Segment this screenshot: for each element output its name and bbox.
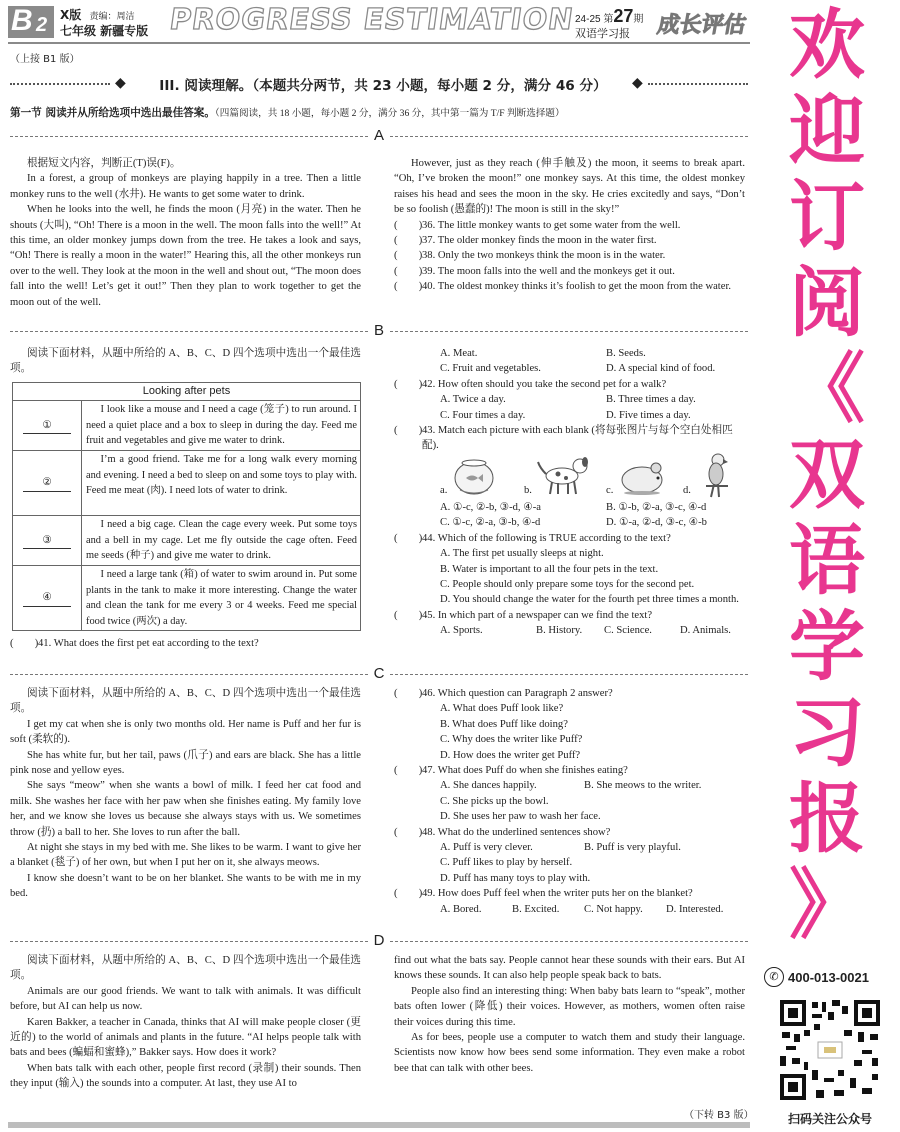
options-49 [394, 902, 745, 917]
option-a: A. Twice a day. [440, 394, 506, 406]
passage-b-right [394, 346, 745, 454]
options-41 [394, 361, 745, 376]
editor-label: 责编：周洁 [89, 12, 135, 22]
page-badge [8, 6, 54, 38]
section-label-a: A [369, 127, 389, 144]
option-b: B. History. [536, 625, 583, 637]
question-text: 45. In which part of a newspaper can we find the text? [422, 609, 653, 621]
answer-blank[interactable]: ( ) [394, 765, 423, 777]
question-text: 38. Only the two monkeys think the moon is in the water. [422, 250, 666, 262]
option-c: C. Why does the writer like Puff? [440, 734, 583, 746]
option-d: D. Puff has many toys to play with. [440, 872, 591, 884]
option-c: C. Not happy. [584, 903, 643, 915]
option-b: B. What does Puff like doing? [440, 718, 568, 730]
passage-c-para-3: She says “meow” when she wants a bowl of milk. I feed her cat food and milk. She washes her face with her paw when she finishes eating. My family love her, and we know she loves us because she always stays with us. We sometimes throw (扔) a ball to her. She loves to run after the ball. [10, 780, 361, 838]
table-row-2-num [13, 451, 82, 516]
question-36 [394, 218, 745, 233]
dog-icon [534, 452, 596, 496]
school-year: 24-25 [575, 14, 601, 25]
option-b: B. Three times a day. [606, 394, 696, 406]
slogan-char: 习 [789, 688, 865, 777]
grade-label: 七年级 新疆专版 [60, 24, 149, 38]
section-title: III. 阅读理解。（本题共分两节，共 23 小题，每小题 2 分，满分 46 分） [159, 78, 607, 94]
answer-blank[interactable]: ( ) [394, 281, 423, 293]
question-text: 48. What do the underlined sentences show? [422, 826, 611, 838]
pic-label-c: c. [606, 485, 614, 496]
question-40 [394, 279, 745, 294]
question-46 [394, 686, 745, 701]
option-c: C. People should only prepare some toys for the second pet. [440, 579, 695, 591]
issue-prefix: 第 [603, 14, 614, 25]
hamster-icon [618, 458, 668, 496]
passage-a-para-2: When he looks into the well, he finds the moon (月亮) in the water. Then he shouts (大叫), “Oh! There is a moon in the well. The moon falls into the well!” At this time, an older monkey jumps down from the tree. He takes a look and says, “Oh! There is really a moon in the water!” Hearing this, all the other monkeys run over to the well. They look at the moon in the well and shout out, “The moon does fall into the well! Let’s get it out!” Then they plan to work together to get the moon out of the well. [10, 204, 361, 308]
question-39 [394, 264, 745, 279]
passage-a-right [394, 156, 745, 295]
passage-d-para-4: find out what the bats say. People cannot hear these sounds with their ears. But AI knows these sounds. It can also help people speak back to bats. [394, 955, 745, 982]
slogan-char: 订 [789, 172, 865, 261]
table-row-1-num [13, 401, 82, 451]
option-c: C. ①-c, ②-a, ③-b, ④-d [440, 517, 541, 529]
question-text: 47. What does Puff do when she finishes eating? [422, 765, 628, 777]
option-a: A. Sports. [440, 625, 483, 637]
paper-name: 双语学习报 [575, 27, 630, 40]
passage-d-para-6: As for bees, people use a computer to watch them and study their language. Scientists now know how bees send some information. They even make a robot bee that can talk with other bees. [394, 1032, 745, 1074]
option-d: D. You should change the water for the fourth pet three times a month. [440, 594, 739, 606]
header-rule [8, 42, 750, 44]
question-text: 49. How does Puff feel when the writer puts her on the blanket? [422, 888, 693, 900]
answer-blank[interactable]: ( ) [394, 378, 423, 390]
blank-number: ① [23, 418, 71, 434]
options-47 [394, 778, 745, 793]
passage-d-left [10, 953, 361, 1092]
question-text: 46. Which question can Paragraph 2 answer? [422, 688, 613, 699]
passage-d-right [394, 953, 745, 1076]
pic-label-d: d. [683, 485, 691, 496]
answer-blank[interactable]: ( ) [394, 532, 423, 544]
pets-table [12, 382, 361, 631]
options-44 [394, 577, 745, 592]
answer-blank[interactable]: ( ) [394, 265, 423, 277]
table-row-4-num [13, 566, 82, 631]
option-c: C. Science. [604, 625, 652, 637]
slogan-char: 学 [789, 602, 865, 691]
option-d: D. Animals. [680, 625, 731, 637]
option-d: D. Interested. [666, 903, 724, 915]
answer-blank[interactable]: ( ) [394, 235, 423, 247]
answer-blank[interactable]: ( ) [394, 609, 423, 621]
options-42 [394, 408, 745, 423]
slogan-char: 语 [789, 516, 865, 605]
page-badge-number: 2 [36, 14, 48, 36]
option-c: C. She picks up the bowl. [440, 795, 549, 807]
table-title: Looking after pets [13, 383, 361, 401]
option-b: B. Water is important to all the four pets in the text. [440, 563, 659, 575]
passage-a-para-1: In a forest, a group of monkeys are playing happily in a tree. Then a little monkey runs to the well (水井). He wants to get some water to drink. [10, 173, 361, 200]
slogan-char: 欢 [789, 0, 865, 89]
qr-code[interactable] [778, 998, 882, 1102]
phone-icon: ✆ [764, 967, 784, 987]
pic-label-a: a. [440, 485, 448, 496]
option-a: A. Puff is very clever. [440, 842, 533, 854]
question-48 [394, 825, 745, 840]
option-d: D. ①-a, ②-d, ③-c, ④-b [606, 517, 707, 529]
option-a: A. The first pet usually sleeps at night. [440, 548, 604, 560]
options-41 [394, 346, 745, 361]
question-49 [394, 886, 745, 901]
option-c: C. Four times a day. [440, 409, 526, 421]
option-b: B. ①-b, ②-a, ③-c, ④-d [606, 502, 707, 513]
instruction-c: 阅读下面材料，从题中所给的 A、B、C、D 四个选项中选出一个最佳选项。 [10, 688, 361, 715]
passage-d-para-1: Animals are our good friends. We want to talk with animals. It was difficult before, but AI can help us now. [10, 985, 361, 1013]
option-d: D. She uses her paw to wash her face. [440, 811, 601, 823]
question-text: 39. The moon falls into the well and the monkeys get it out. [422, 265, 675, 277]
option-b: B. Seeds. [606, 348, 646, 359]
fish-tank-icon [452, 454, 496, 496]
slogan-char: 双 [789, 430, 865, 519]
question-42 [394, 377, 745, 392]
phone-line [764, 966, 894, 988]
table-row-3-num [13, 516, 82, 566]
continued-from: （上接 B1 版） [10, 54, 80, 65]
passage-d-para-3: When bats talk with each other, people first record (录制) their sounds. Then they input (输入) the sounds into a computer. At last, they use AI to [10, 1062, 361, 1090]
pic-label-b: b. [524, 485, 532, 496]
passage-c-para-2: She has white fur, but her tail, paws (爪子) and ears are black. She has a little pink nose and yellow eyes. [10, 749, 361, 777]
question-47 [394, 763, 745, 778]
instruction-a: 根据短文内容，判断正(T)误(F)。 [26, 158, 181, 169]
answer-blank[interactable]: ( ) [10, 638, 39, 649]
slogan-char: 迎 [789, 86, 865, 175]
option-a: A. Meat. [440, 348, 478, 359]
parrot-icon [702, 452, 732, 498]
option-a: A. ①-c, ②-b, ③-d, ④-a [440, 502, 541, 513]
answer-blank[interactable]: ( ) [394, 888, 423, 900]
options-44 [394, 562, 745, 577]
options-43 [394, 515, 745, 530]
answer-blank[interactable]: ( ) [394, 219, 423, 231]
instruction-d: 阅读下面材料，从题中所给的 A、B、C、D 四个选项中选出一个最佳选项。 [10, 955, 361, 982]
blank-number: ④ [23, 590, 71, 606]
options-48 [394, 871, 745, 886]
option-c: C. Puff likes to play by herself. [440, 857, 573, 869]
options-48 [394, 840, 745, 855]
sidebar-slogan [772, 2, 882, 948]
table-row-2-text: I’m a good friend. Take me for a long walk every morning and evening. I need a bed to sleep on and some toys to play with. Feed me meat (肉). I need lots of water to drink. [82, 451, 361, 516]
slogan-char: 报 [789, 774, 865, 863]
column-name: 成长评估 [655, 13, 748, 38]
pictures-row [440, 452, 750, 498]
table-row-4-text: I need a large tank (箱) of water to swim around in. Put some plants in the tank to make it more interesting. Change the water and clean the tank for me every 3 or 4 weeks. Feed me special food twice (两次) a day. [82, 566, 361, 631]
passage-b-right-2 [394, 500, 745, 639]
options-43 [394, 500, 745, 515]
instruction-b: 阅读下面材料，从题中所给的 A、B、C、D 四个选项中选出一个最佳选项。 [10, 348, 361, 375]
section-title-bar [10, 74, 748, 94]
slogan-char: 阅 [789, 258, 865, 347]
question-43 [394, 423, 745, 454]
options-46 [394, 748, 745, 763]
passage-d-para-2: Karen Bakker, a teacher in Canada, thinks that AI will make people closer (更近的) to the world of animals and plants in the future. “AI helps people talk with bats and bees (蝙蝠和蜜蜂),” Bakker says. How does it work? [10, 1016, 361, 1059]
continued-to: （下转 B3 版） [684, 1110, 754, 1121]
passage-c-para-1: I get my cat when she is only two months old. Her name is Puff and her fur is soft (柔软的). [10, 718, 361, 746]
passage-c-para-5: I know she doesn’t want to be on her blanket. She wants to be with me in my bed. [10, 872, 361, 900]
option-b: B. She meows to the writer. [584, 780, 702, 792]
option-d: D. A special kind of food. [606, 363, 716, 375]
question-text: 41. What does the first pet eat according to the text? [38, 638, 259, 649]
option-d: D. How does the writer get Puff? [440, 749, 581, 761]
passage-d-para-5: People also find an interesting thing: When baby bats learn to “speak”, mother bats often lower (降低) their voices. However, as mothers, women often raise their voices during this time. [394, 985, 745, 1028]
diamond-icon: ◆ [632, 76, 643, 91]
question-38 [394, 248, 745, 263]
section-label-d: D [369, 932, 389, 949]
blank-number: ③ [23, 533, 71, 549]
options-47 [394, 794, 745, 809]
qr-caption: 扫码关注公众号 [787, 1112, 872, 1126]
option-d: D. Five times a day. [606, 409, 691, 421]
options-46 [394, 717, 745, 732]
answer-blank[interactable]: ( ) [394, 425, 423, 437]
question-41 [10, 636, 361, 651]
option-b: B. Excited. [512, 903, 560, 915]
question-text: 37. The older monkey finds the moon in the water first. [422, 235, 657, 247]
section-label-c: C [369, 665, 389, 682]
page-header [0, 0, 760, 44]
question-text: 42. How often should you take the second pet for a walk? [422, 378, 667, 390]
passage-c-left [10, 686, 361, 902]
part1-note: （四篇阅读，共 18 小题，每小题 2 分，满分 36 分，其中第一篇为 T/F 判断选择题） [214, 108, 565, 119]
banner-title: PROGRESS ESTIMATION [167, 2, 576, 36]
edition-label: X版 [60, 8, 82, 22]
options-44 [394, 592, 745, 607]
answer-blank[interactable]: ( ) [394, 688, 423, 699]
passage-c-right [394, 686, 745, 917]
table-row-1-text: I look like a mouse and I need a cage (笼子) to run around. I need a quiet place and a box to sleep in during the day. Feed me fruit and vegetables and give me water to drink. [82, 401, 361, 451]
part1-label: 第一节 阅读并从所给选项中选出最佳答案。 [10, 107, 215, 119]
options-46 [394, 732, 745, 747]
option-a: A. She dances happily. [440, 780, 537, 792]
passage-c-para-4: At night she stays in my bed with me. She likes to be warm. I want to give her a blanket (毯子) of her own, but when I put her on it, she always meows. [10, 842, 361, 869]
options-42 [394, 392, 745, 407]
passage-a-para-3: However, just as they reach (伸手触及) the moon, it seems to break apart. “Oh, I’ve broken the moon!” one monkey says. At this time, the oldest monkey raises his head and sees the moon in the sky. He cries excitedly and says, “Don’t be so foolish (愚蠢的)! The moon is still in the sky!” [394, 158, 745, 216]
option-c: C. Fruit and vegetables. [440, 363, 541, 375]
question-text: 44. Which of the following is TRUE according to the text? [422, 532, 671, 544]
question-37 [394, 233, 745, 248]
answer-blank[interactable]: ( ) [394, 250, 423, 262]
diamond-icon: ◆ [115, 76, 126, 91]
question-45 [394, 608, 745, 623]
section-label-b: B [369, 322, 389, 339]
question-text: 43. Match each picture with each blank (将每张图片与每个空白处相匹配). [422, 425, 733, 452]
slogan-char: 《 [789, 344, 865, 433]
table-row-3-text: I need a big cage. Clean the cage every week. Put some toys and a bell in my cage. Let me fly outside the cage often. Feed me seeds (种子) and give me water to drink. [82, 516, 361, 566]
footer-rule [8, 1122, 750, 1128]
options-46 [394, 701, 745, 716]
question-text: 36. The little monkey wants to get some water from the well. [422, 219, 681, 231]
options-47 [394, 809, 745, 824]
slogan-char: 》 [789, 860, 865, 949]
issue-number: 27 [613, 6, 634, 26]
option-a: A. What does Puff look like? [440, 703, 564, 715]
phone-number: 400-013-0021 [788, 969, 869, 985]
issue-suffix: 期 [633, 14, 644, 25]
question-text: 40. The oldest monkey thinks it’s foolish to get the moon from the water. [422, 281, 732, 293]
blank-number: ② [23, 475, 71, 491]
options-48 [394, 855, 745, 870]
option-b: B. Puff is very playful. [584, 842, 681, 854]
question-44 [394, 531, 745, 546]
page-badge-letter: B [11, 4, 33, 37]
options-45 [394, 623, 745, 638]
passage-a-left [10, 156, 361, 310]
options-44 [394, 546, 745, 561]
option-a: A. Bored. [440, 903, 482, 915]
answer-blank[interactable]: ( ) [394, 826, 423, 838]
